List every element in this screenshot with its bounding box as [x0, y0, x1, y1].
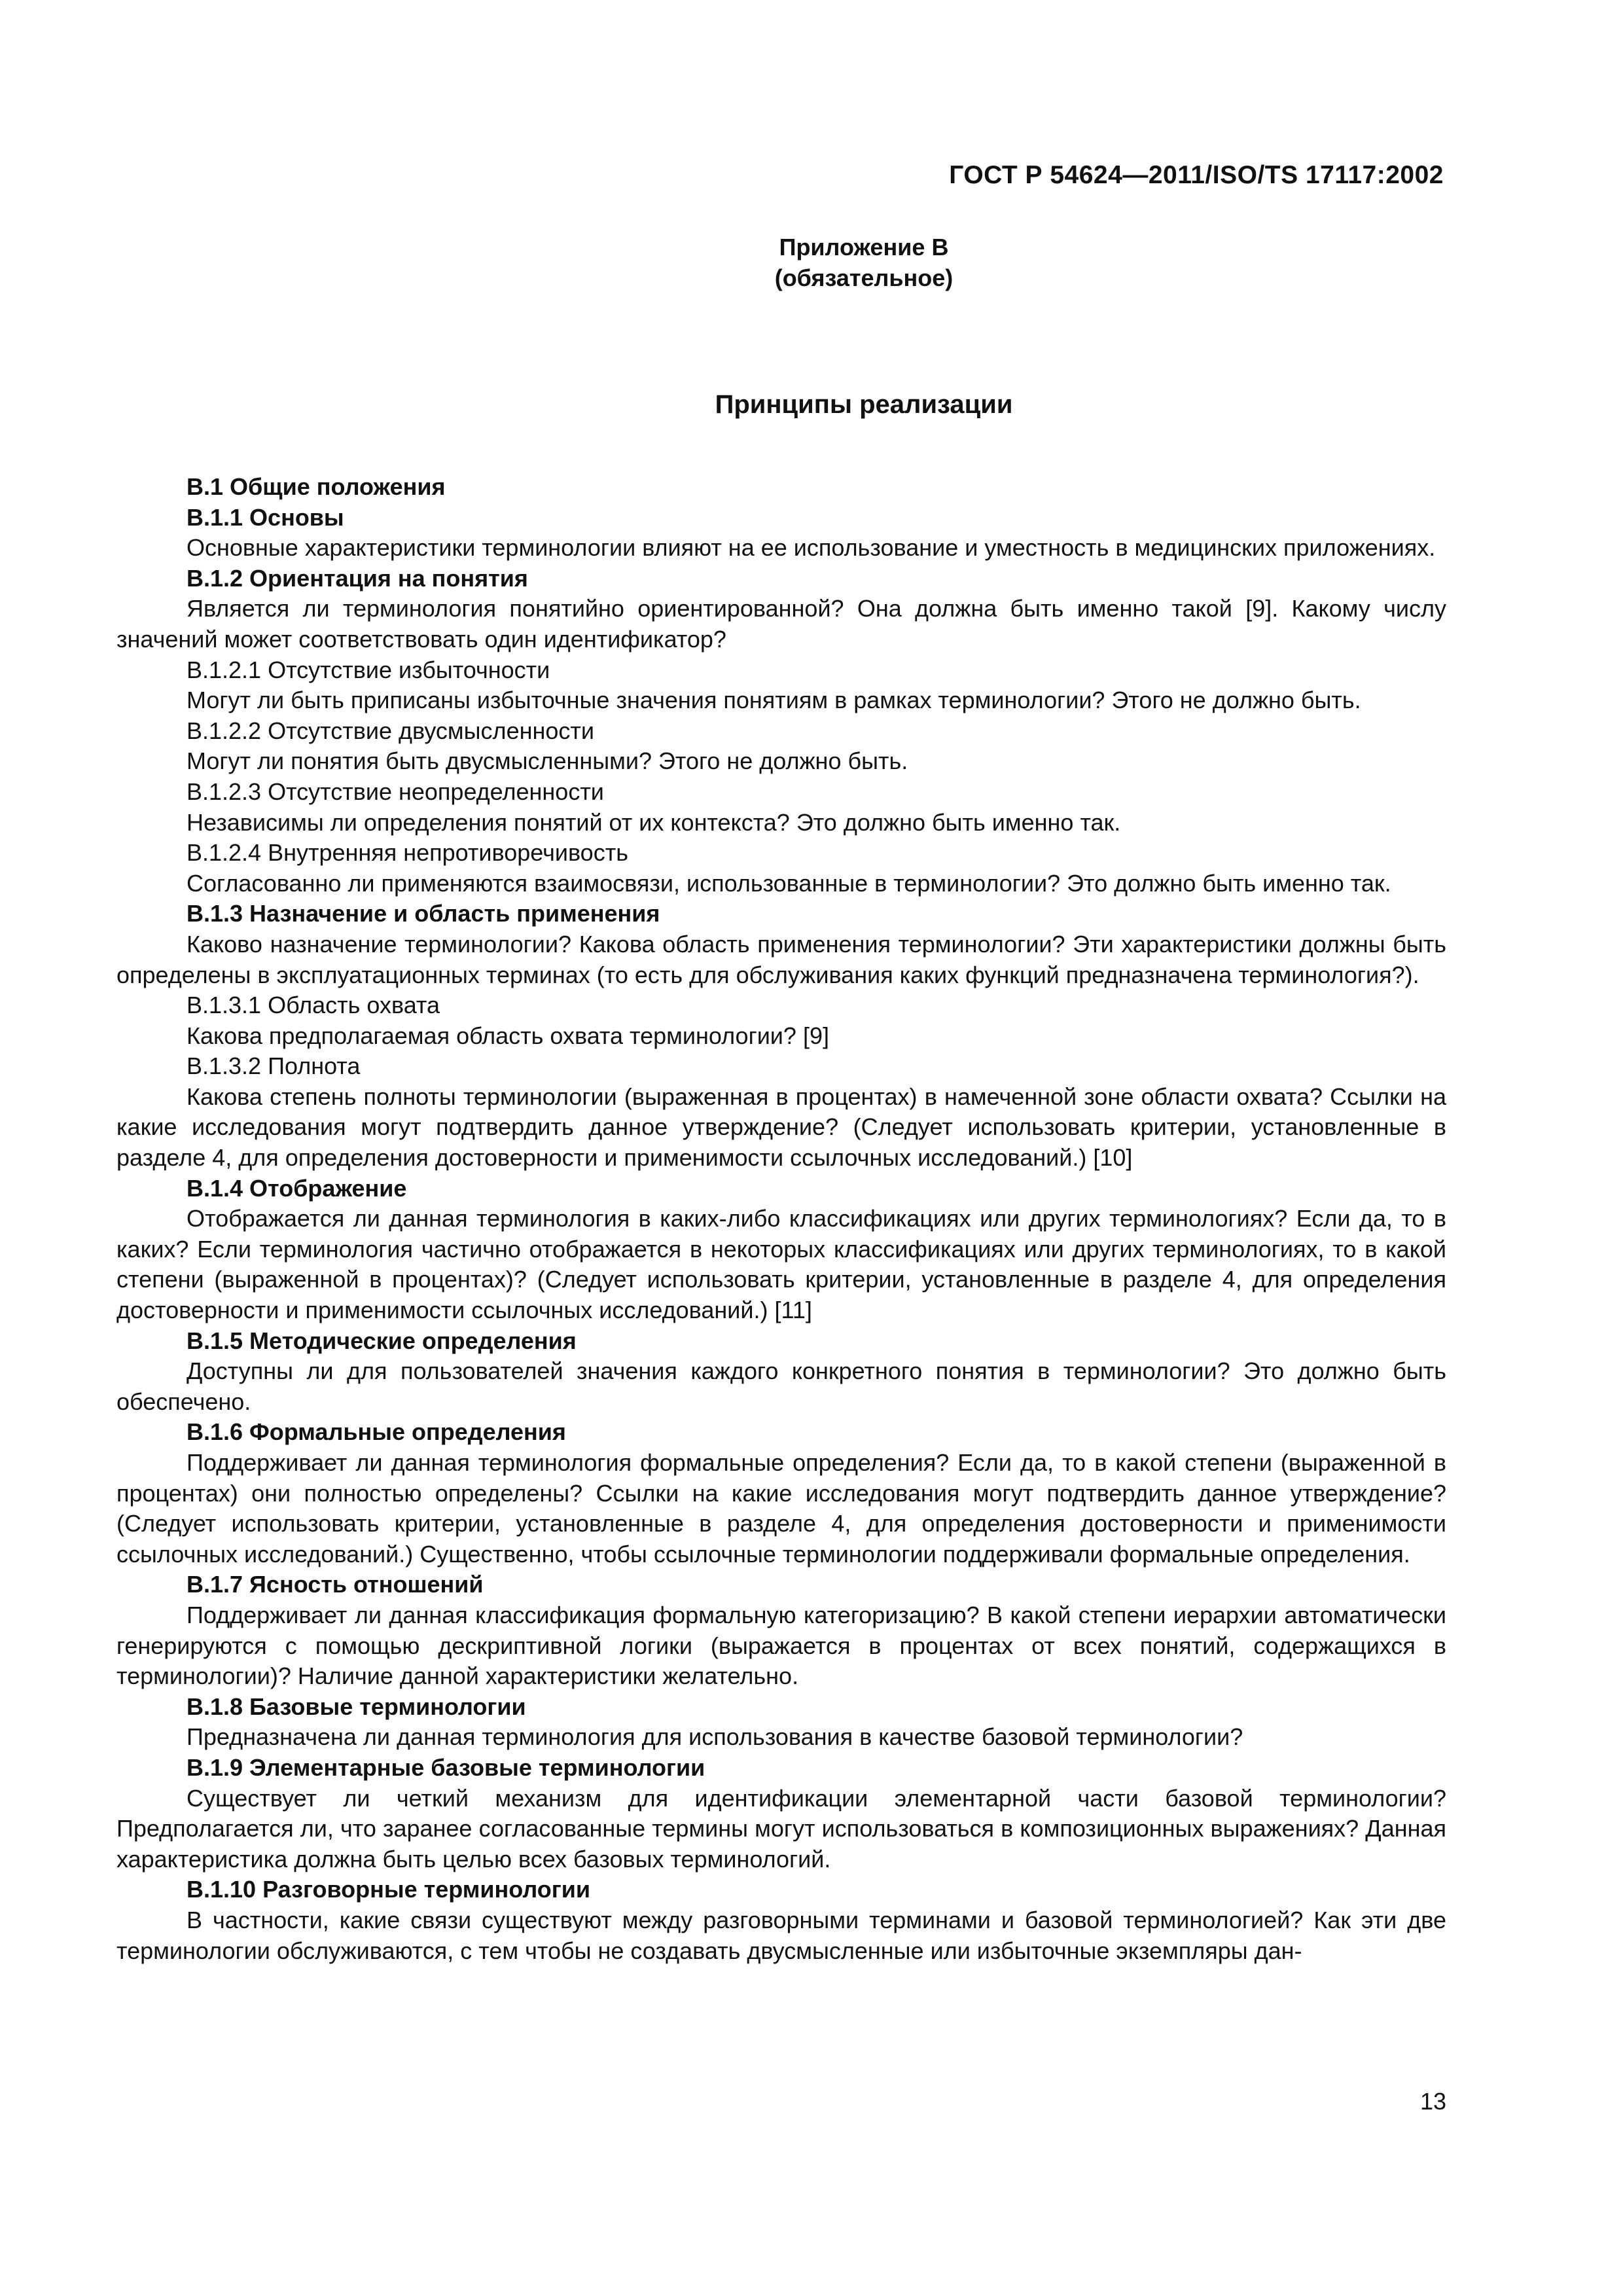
paragraph: Согласованно ли применяются взаимосвязи, использованные в терминологии? Это должно быть именно так.	[187, 869, 1391, 897]
appendix-status: (обязательное)	[774, 264, 954, 291]
paragraph: В частности, какие связи существуют между разговорными терминами и базовой терминологией? Как эти две терминологии обслуживаются, с тем чтобы не создавать двусмысленные или избыточные экземпляры дан-	[116, 1906, 1446, 1964]
paragraph: Является ли терминология понятийно ориентированной? Она должна быть именно такой [9]. Какому числу значений может соответствовать один идентификатор?	[116, 595, 1446, 653]
subsection-heading: В.1.3.1 Область охвата	[187, 992, 440, 1019]
paragraph: Какова степень полноты терминологии (выраженная в процентах) в намеченной зоне области охвата? Ссылки на какие исследования могут подтвердить данное утверждение? (Следует использовать критерии, установленные в разделе 4, для определения достоверности и применимости ссылочных исследований.) [10]	[116, 1083, 1446, 1172]
page-title: Принципы реализации	[715, 390, 1013, 419]
appendix-heading	[0, 232, 1623, 293]
section-heading: В.1.8 Базовые терминологии	[187, 1693, 526, 1720]
section-heading: В.1.7 Ясность отношений	[187, 1571, 484, 1598]
section-heading: В.1 Общие положения	[187, 473, 446, 500]
paragraph: Отображается ли данная терминология в каких-либо классификациях или других терминологиях? Если да, то в каких? Если терминология частично отображается в некоторых классификациях или других терминологиях, то в какой степени (выраженной в процентах)? (Следует использовать критерии, установленные в разделе 4, для определения достоверности и применимости ссылочных исследований.) [11]	[116, 1205, 1446, 1324]
subsection-heading: В.1.2.4 Внутренняя непротиворечивость	[187, 839, 628, 867]
paragraph: Поддерживает ли данная классификация формальную категоризацию? В какой степени иерархии автоматически генерируются с помощью дескриптивной логики (выражается в процентах от всех понятий, содержащихся в терминологии)? Наличие данной характеристики желательно.	[116, 1601, 1446, 1690]
section-heading: В.1.2 Ориентация на понятия	[187, 564, 528, 592]
paragraph: Основные характеристики терминологии влияют на ее использование и уместность в медицинских приложениях.	[187, 534, 1436, 562]
section-heading: В.1.10 Разговорные терминологии	[187, 1876, 591, 1903]
subsection-heading: В.1.2.1 Отсутствие избыточности	[187, 656, 550, 683]
appendix-label: Приложение В	[779, 234, 949, 260]
section-heading: В.1.4 Отображение	[187, 1174, 407, 1202]
paragraph: Могут ли быть приписаны избыточные значения понятиям в рамках терминологии? Этого не должно быть.	[187, 687, 1361, 714]
document-standard-header: ГОСТ Р 54624—2011/ISO/TS 17117:2002	[949, 161, 1444, 189]
paragraph: Существует ли четкий механизм для идентификации элементарной части базовой терминологии? Предполагается ли, что заранее согласованные термины могут использоваться в композиционных выражениях? Данная характеристика должна быть целью всех базовых терминологий.	[116, 1784, 1446, 1873]
section-heading: В.1.6 Формальные определения	[187, 1418, 566, 1446]
section-heading: В.1.5 Методические определения	[187, 1327, 577, 1354]
section-heading: В.1.3 Назначение и область применения	[187, 900, 660, 927]
subsection-heading: В.1.2.3 Отсутствие неопределенности	[187, 778, 604, 805]
section-heading: В.1.1 Основы	[187, 503, 344, 531]
section-heading: В.1.9 Элементарные базовые терминологии	[187, 1753, 705, 1781]
paragraph: Могут ли понятия быть двусмысленными? Этого не должно быть.	[187, 747, 908, 775]
subsection-heading: В.1.3.2 Полнота	[187, 1052, 361, 1080]
paragraph: Доступны ли для пользователей значения каждого конкретного понятия в терминологии? Это должно быть обеспечено.	[116, 1357, 1446, 1415]
paragraph: Поддерживает ли данная терминология формальные определения? Если да, то в какой степени (выраженной в процентах) они полностью определены? Ссылки на какие исследования могут подтвердить данное утверждение? (Следует использовать критерии, установленные в разделе 4, для определения достоверности и применимости ссылочных исследований.) Существенно, чтобы ссылочные терминологии поддерживали формальные определения.	[116, 1449, 1446, 1568]
paragraph: Какова предполагаемая область охвата терминологии? [9]	[187, 1022, 829, 1049]
paragraph: Каково назначение терминологии? Какова область применения терминологии? Эти характеристики должны быть определены в эксплуатационных терминах (то есть для обслуживания каких функций предназначена терминология?).	[116, 930, 1446, 988]
document-body	[116, 472, 1446, 1966]
paragraph: Независимы ли определения понятий от их контекста? Это должно быть именно так.	[187, 808, 1121, 836]
paragraph: Предназначена ли данная терминология для использования в качестве базовой терминологии?	[187, 1723, 1243, 1751]
page-number: 13	[1419, 2088, 1446, 2115]
subsection-heading: В.1.2.2 Отсутствие двусмысленности	[187, 717, 594, 744]
